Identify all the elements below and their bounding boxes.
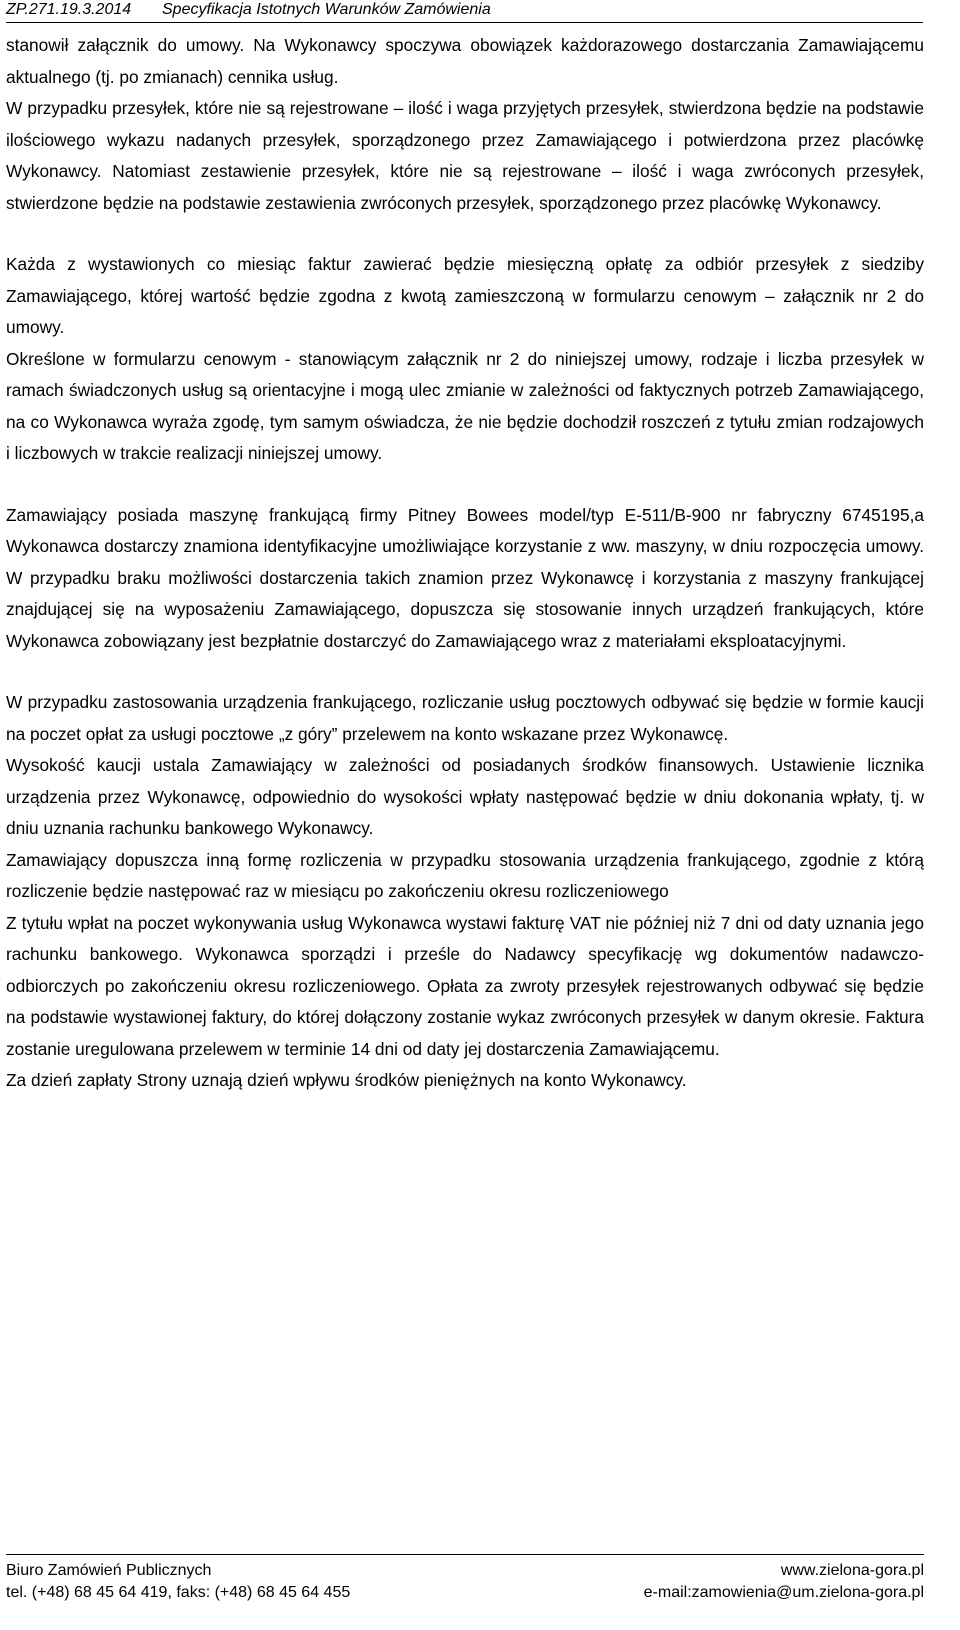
document-title: Specyfikacja Istotnych Warunków Zamówienia [162,1,491,18]
paragraph-monthly-fee: Każda z wystawionych co miesiąc faktur zawierać będzie miesięczną opłatę za odbiór przesyłek z siedziby Zamawiającego, której wartość będzie zgodna z kwotą zamieszczoną w formularzu cenowym – załącznik nr 2 do umowy. [6,254,924,337]
paragraph-price-form: Określone w formularzu cenowym - stanowiącym załącznik nr 2 do niniejszej umowy, rodzaje i liczba przesyłek w ramach świadczonych usług są orientacyjne i mogą ulec zmianie w zależności od faktycznych potrzeb Zamawiającego, na co Wykonawca wyraża zgodę, tym samym oświadcza, że nie będzie dochodził roszczeń z tytułu zmian rodzajowych i liczbowych w trakcie realizacji niniejszej umowy. [6,348,924,463]
paragraph-payment-date: Za dzień zapłaty Strony uznają dzień wpływu środków pieniężnych na konto Wykonawcy. [6,1070,687,1090]
paragraph-price-list: stanowił załącznik do umowy. Na Wykonawcy spoczywa obowiązek każdorazowego dostarczania Zamawiającemu aktualnego (tj. po zmianach) cennika usług. [6,35,924,87]
document-reference: ZP.271.19.3.2014 [6,1,132,18]
paragraph-deposit-amount: Wysokość kaucji ustala Zamawiający w zależności od posiadanych środków finansowych. Ustawienie licznika urządzenia przez Wykonawcę, odpowiednio do wysokości wpłaty następować będzie w dniu dokonania wpłaty, tj. w dniu uznania rachunku bankowego Wykonawcy. [6,755,924,838]
paragraph-vat-invoice: Z tytułu wpłat na poczet wykonywania usług Wykonawca wystawi fakturę VAT nie później niż 7 dni od daty uznania jego rachunku bankowego. Wykonawca sporządzi i prześle do Nadawcy specyfikację wg dokumentów nadawczo-odbiorczych po zakończeniu okresu rozliczeniowego. Opłata za zwroty przesyłek rejestrowanych odbywać się będzie na podstawie wystawionej faktury, do której dołączony zostanie wykaz zwróconych przesyłek w danym okresie. Faktura zostanie uregulowana przelewem w terminie 14 dni od daty jej dostarczenia Zamawiającemu. [6,912,924,1059]
footer-phone-fax: tel. (+48) 68 45 64 419, faks: (+48) 68 45 64 455 [6,1584,351,1601]
paragraph-deposit-settlement: W przypadku zastosowania urządzenia frankującego, rozliczanie usług pocztowych odbywać się będzie w formie kaucji na poczet opłat za usługi pocztowe „z góry” przelewem na konto wskazane przez Wykonawcę. [6,692,924,744]
footer-email: e-mail:zamowienia@um.zielona-gora.pl [643,1584,924,1601]
footer-website: www.zielona-gora.pl [780,1562,924,1579]
page-header [6,0,923,23]
paragraph-alternative-settlement: Zamawiający dopuszcza inną formę rozliczenia w przypadku stosowania urządzenia frankującego, zgodnie z którą rozliczenie będzie następować raz w miesiącu po zakończeniu okresu rozliczeniowego [6,849,924,901]
paragraph-unregistered-items: W przypadku przesyłek, które nie są rejestrowane – ilość i waga przyjętych przesyłek, stwierdzona będzie na podstawie ilościowego wykazu nadanych przesyłek, sporządzonego przez Zamawiającego i potwierdzona przez placówkę Wykonawcy. Natomiast zestawienie przesyłek, które nie są rejestrowane – ilość i waga zwróconych przesyłek, stwierdzone będzie na podstawie zestawienia zwróconych przesyłek, sporządzonego przez placówkę Wykonawcy. [6,98,924,213]
paragraph-franking-machine: Zamawiający posiada maszynę frankującą firmy Pitney Bowees model/typ E-511/B-900 nr fabryczny 6745195,a Wykonawca dostarczy znamiona identyfikacyjne umożliwiające korzystanie z ww. maszyny, w dniu rozpoczęcia umowy. W przypadku braku możliwości dostarczenia takich znamion przez Wykonawcę i korzystania z maszyny frankującej znajdującej się na wyposażeniu Zamawiającego, dopuszcza się stosowanie innych urządzeń frankujących, które Wykonawca zobowiązany jest bezpłatnie dostarczyć do Zamawiającego wraz z materiałami eksploatacyjnymi. [6,504,924,651]
footer-office: Biuro Zamówień Publicznych [6,1562,212,1579]
page-footer [6,1554,924,1615]
document-body [6,30,924,1097]
